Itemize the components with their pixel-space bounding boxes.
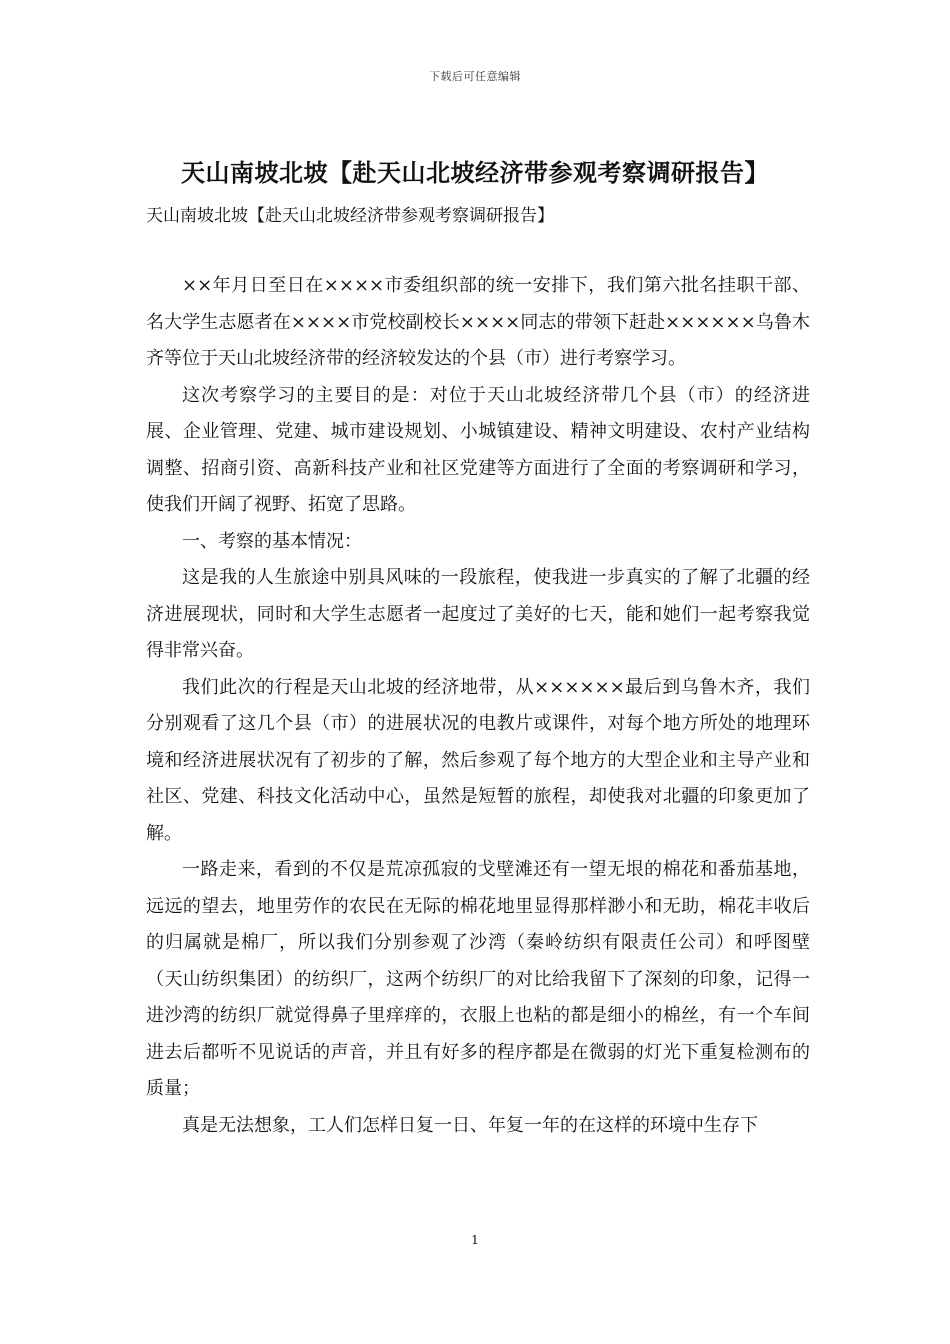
- document-subtitle: 天山南坡北坡【赴天山北坡经济带参观考察调研报告】: [146, 206, 554, 226]
- paragraph: 我们此次的行程是天山北坡的经济地带，从××××××最后到乌鲁木齐，我们分别观看了这几个县（市）的进展状况的电教片或课件，对每个地方所处的地理环境和经济进展状况有了初步的了解，然后参观了每个地方的大型企业和主导产业和社区、党建、科技文化活动中心，虽然是短暂的旅程，却使我对北疆的印象更加了解。: [146, 676, 810, 844]
- section-heading: 一、考察的基本情况：: [182, 530, 362, 552]
- document-title: 天山南坡北坡【赴天山北坡经济带参观考察调研报告】: [181, 158, 769, 187]
- paragraph: ××年月日至日在××××市委组织部的统一安排下，我们第六批名挂职干部、名大学生志愿者在××××市党校副校长××××同志的带领下赶赴××××××乌鲁木齐等位于天山北坡经济带的经济较发达的个县（市）进行考察学习。: [146, 275, 810, 369]
- paragraph: 这次考察学习的主要目的是：对位于天山北坡经济带几个县（市）的经济进展、企业管理、党建、城市建设规划、小城镇建设、精神文明建设、农村产业结构调整、招商引资、高新科技产业和社区党建等方面进行了全面的考察调研和学习，使我们开阔了视野、拓宽了思路。: [146, 384, 810, 515]
- paragraph: 真是无法想象，工人们怎样日复一日、年复一年的在这样的环境中生存下: [182, 1114, 758, 1136]
- paragraph: 这是我的人生旅途中别具风味的一段旅程，使我进一步真实的了解了北疆的经济进展现状，同时和大学生志愿者一起度过了美好的七天，能和她们一起考察我觉得非常兴奋。: [146, 567, 810, 661]
- body-text: [146, 268, 810, 1144]
- page-number: 1: [471, 1233, 479, 1247]
- paragraph: 一路走来，看到的不仅是荒凉孤寂的戈壁滩还有一望无垠的棉花和番茄基地，远远的望去，地里劳作的农民在无际的棉花地里显得那样渺小和无助，棉花丰收后的归属就是棉厂，所以我们分别参观了沙湾（秦岭纺织有限责任公司）和呼图壁（天山纺织集团）的纺织厂，这两个纺织厂的对比给我留下了深刻的印象，记得一进沙湾的纺织厂就觉得鼻子里痒痒的，衣服上也粘的都是细小的棉丝，有一个车间进去后都听不见说话的声音，并且有好多的程序都是在微弱的灯光下重复检测布的质量；: [146, 859, 810, 1099]
- header-note: 下载后可任意编辑: [429, 70, 521, 83]
